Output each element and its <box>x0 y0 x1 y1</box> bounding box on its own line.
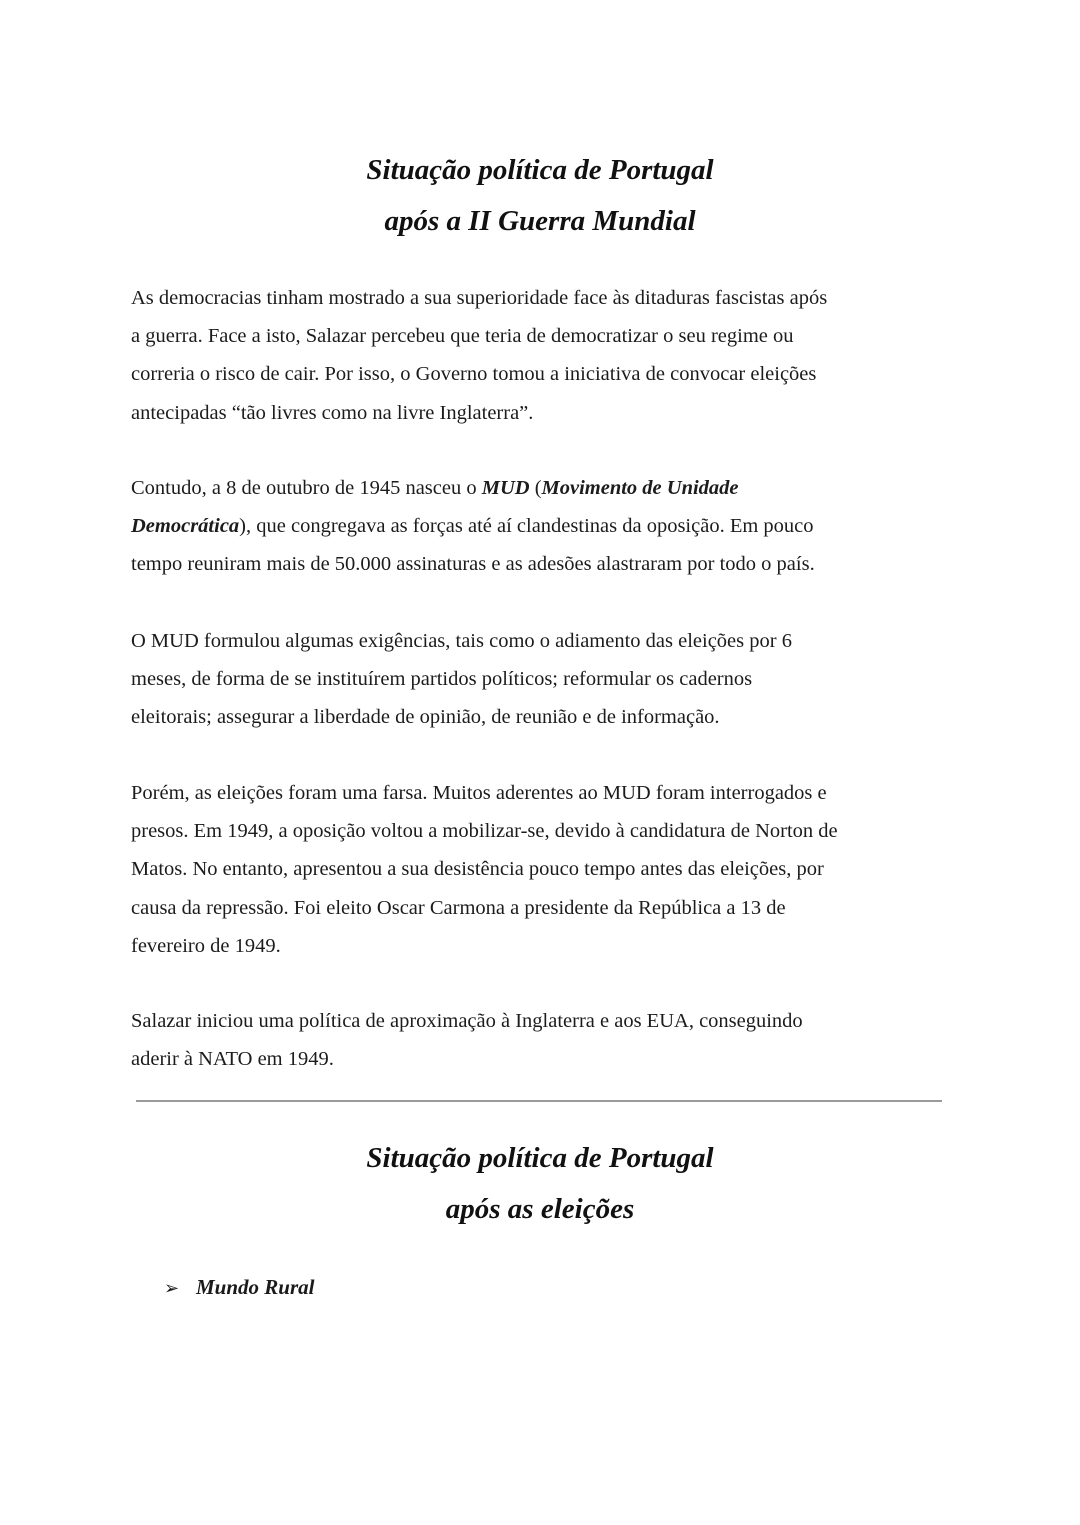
text-fragment: Contudo, a 8 de outubro de 1945 nasceu o <box>131 477 482 499</box>
paragraph-elections-farce <box>131 774 961 965</box>
text-fragment: ( <box>529 477 542 499</box>
text-line: presos. Em 1949, a oposição voltou a mobilizar-se, devido à candidatura de Norton de <box>131 820 838 843</box>
paragraph-democracies <box>131 279 961 432</box>
bullet-label: Mundo Rural <box>196 1275 315 1299</box>
text-line: correria o risco de cair. Por isso, o Governo tomou a iniciativa de convocar eleições <box>131 363 817 386</box>
mud-full-name: Democrática <box>131 515 240 538</box>
text-line: As democracias tinham mostrado a sua superioridade face às ditaduras fascistas após <box>131 287 828 309</box>
text-line: meses, de forma de se instituírem partidos políticos; reformular os cadernos <box>131 668 753 691</box>
text-line <box>131 507 961 545</box>
text-line: O MUD formulou algumas exigências, tais como o adiamento das eleições por 6 <box>131 630 792 652</box>
title-line: após as eleições <box>445 1193 635 1226</box>
text-line: eleitorais; assegurar a liberdade de opinião, de reunião e de informação. <box>131 706 720 729</box>
section-title-post-elections <box>0 1133 1080 1235</box>
text-line <box>131 469 961 507</box>
mud-acronym: MUD <box>481 477 530 499</box>
text-fragment: ), que congregava as forças até aí clandestinas da oposição. Em pouco <box>239 515 814 538</box>
bullet-item-mundo-rural <box>164 1270 314 1306</box>
arrow-bullet-icon: ➢ <box>164 1278 180 1299</box>
title-line: Situação política de Portugal <box>366 1142 714 1175</box>
text-line: fevereiro de 1949. <box>131 934 281 957</box>
paragraph-nato <box>131 1002 961 1078</box>
title-line: Situação política de Portugal <box>366 154 714 187</box>
paragraph-mud-demands <box>131 622 961 737</box>
text-line: tempo reuniram mais de 50.000 assinaturas e as adesões alastraram por todo o país. <box>131 553 815 576</box>
paragraph-mud-founding <box>131 469 961 584</box>
section-title-post-war <box>0 145 1080 247</box>
text-line: antecipadas “tão livres como na livre Inglaterra”. <box>131 401 534 424</box>
mud-full-name: Movimento de Unidade <box>541 477 739 499</box>
text-line: Matos. No entanto, apresentou a sua desistência pouco tempo antes das eleições, por <box>131 858 824 881</box>
horizontal-divider <box>136 1100 942 1102</box>
text-line: Porém, as eleições foram uma farsa. Muitos aderentes ao MUD foram interrogados e <box>131 782 827 804</box>
text-line: causa da repressão. Foi eleito Oscar Carmona a presidente da República a 13 de <box>131 896 786 919</box>
text-line: a guerra. Face a isto, Salazar percebeu que teria de democratizar o seu regime ou <box>131 325 794 348</box>
text-line: Salazar iniciou uma política de aproximação à Inglaterra e aos EUA, conseguindo <box>131 1010 803 1032</box>
title-line: após a II Guerra Mundial <box>384 205 696 238</box>
text-line: aderir à NATO em 1949. <box>131 1048 334 1071</box>
